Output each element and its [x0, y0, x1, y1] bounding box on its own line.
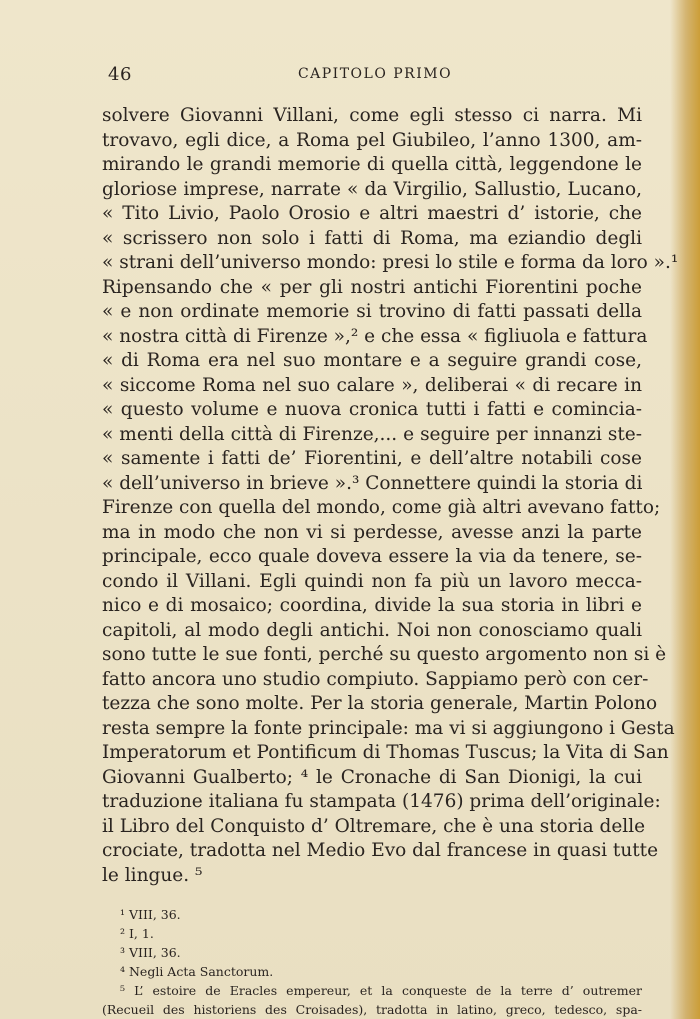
- text-line: fatto ancora uno studio compiuto. Sappiamo però con cer-: [102, 668, 649, 690]
- text-line: Giovanni Gualberto; ⁴ le Cronache di San Dionigi, la cui: [102, 766, 642, 788]
- text-line: condo il Villani. Egli quindi non fa più un lavoro mecca-: [102, 570, 642, 592]
- page-number: 46: [108, 64, 132, 85]
- text-line: « questo volume e nuova cronica tutti i fatti e comincia-: [102, 399, 642, 420]
- text-line: Imperatorum et Pontificum di Thomas Tuscus; la Vita di San: [102, 742, 669, 763]
- text-line: « nostra città di Firenze »,² e che essa « figliuola e fattura: [102, 325, 648, 347]
- footnote: ⁴ Negli Acta Sanctorum.: [120, 964, 274, 979]
- text-line: crociate, tradotta nel Medio Evo dal francese in quasi tutte: [102, 840, 659, 861]
- text-line: ma in modo che non vi si perdesse, avesse anzi la parte: [102, 521, 642, 543]
- footnote: ² I, 1.: [120, 926, 154, 941]
- text-line: « scrissero non solo i fatti di Roma, ma eziandio degli: [102, 227, 642, 249]
- text-line: principale, ecco quale doveva essere la via da tenere, se-: [102, 546, 642, 567]
- text-line: solvere Giovanni Villani, come egli stesso ci narra. Mi: [102, 105, 642, 126]
- text-line: le lingue. ⁵: [102, 864, 203, 886]
- text-line: Ripensando che « per gli nostri antichi Fiorentini poche: [102, 276, 642, 298]
- text-line: nico e di mosaico; coordina, divide la sua storia in libri e: [102, 595, 642, 616]
- text-line: capitoli, al modo degli antichi. Noi non conosciamo quali: [102, 619, 642, 641]
- text-line: traduzione italiana fu stampata (1476) prima dell’originale:: [102, 791, 661, 812]
- text-line: mirando le grandi memorie di quella città, leggendone le: [102, 154, 642, 175]
- chapter-title: CAPITOLO PRIMO: [297, 66, 453, 82]
- text-line: « dell’universo in brieve ».³ Connettere quindi la storia di: [102, 472, 643, 494]
- footnote: ⁵ L’ estoire de Eracles empereur, et la conqueste de la terre d’ outremer: [120, 983, 642, 998]
- text-line: « strani dell’universo mondo: presi lo stile e forma da loro ».¹: [102, 252, 679, 273]
- text-line: trovavo, egli dice, a Roma pel Giubileo, l’anno 1300, am-: [102, 129, 642, 151]
- footnote: (Recueil des historiens des Croisades), tradotta in latino, greco, tedesco, spa-: [102, 1002, 642, 1017]
- text-line: resta sempre la fonte principale: ma vi si aggiungono i Gesta: [102, 717, 675, 739]
- body-text: [102, 104, 679, 888]
- text-line: « siccome Roma nel suo calare », deliberai « di recare in: [102, 374, 642, 396]
- text-line: « di Roma era nel suo montare e a seguire grandi cose,: [102, 350, 642, 371]
- text-line: gloriose imprese, narrate « da Virgilio, Sallustio, Lucano,: [102, 178, 642, 200]
- text-line: tezza che sono molte. Per la storia generale, Martin Polono: [102, 693, 658, 714]
- text-line: sono tutte le sue fonti, perché su questo argomento non si è: [102, 644, 667, 665]
- footnotes: [102, 905, 642, 1019]
- footnote: ³ VIII, 36.: [120, 945, 181, 960]
- text-line: il Libro del Conquisto d’ Oltremare, che è una storia delle: [102, 815, 646, 837]
- text-line: « menti della città di Firenze,... e seguire per innanzi ste-: [102, 423, 642, 445]
- footnote: ¹ VIII, 36.: [120, 907, 181, 922]
- running-head: [108, 64, 642, 86]
- text-line: « e non ordinate memorie si trovino di fatti passati della: [102, 301, 642, 322]
- text-line: « samente i fatti de’ Fiorentini, e dell’altre notabili cose: [102, 448, 642, 469]
- text-line: « Tito Livio, Paolo Orosio e altri maestri d’ istorie, che: [102, 203, 642, 224]
- text-line: Firenze con quella del mondo, come già altri avevano fatto;: [102, 497, 661, 518]
